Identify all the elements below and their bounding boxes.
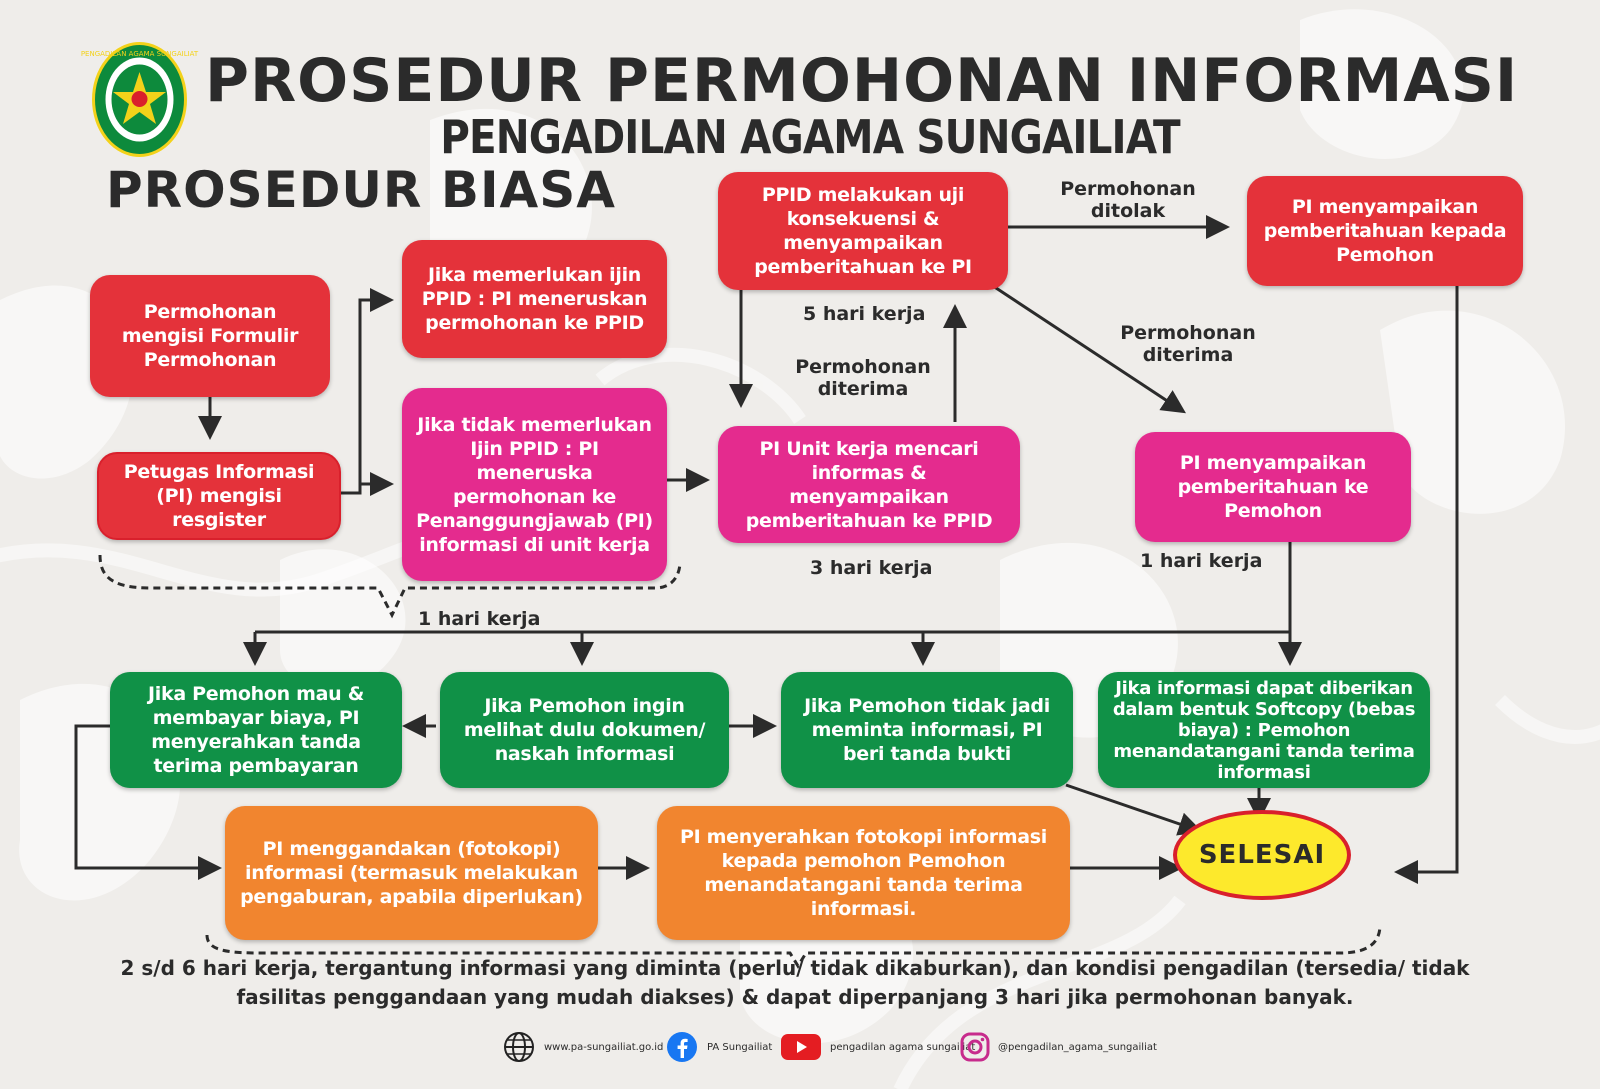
label-1-hari-left: 1 hari kerja: [418, 608, 541, 630]
page-title: PROSEDUR PERMOHONAN INFORMASI: [205, 46, 1519, 116]
footer-youtube[interactable]: [780, 1030, 975, 1064]
label-diterima-right: Permohonan diterima: [1120, 322, 1256, 366]
step-notify-accepted: PI menyampaikan pemberitahuan ke Pemohon: [1135, 432, 1411, 542]
step-fill-form: Permohonan mengisi Formulir Permohonan: [90, 275, 330, 397]
footer-youtube-text: pengadilan agama sungailiat: [830, 1041, 976, 1053]
step-copy: PI menggandakan (fotokopi) informasi (termasuk melakukan pengaburan, apabila diperlukan): [225, 806, 598, 940]
footer-facebook-text: PA Sungailiat: [707, 1041, 773, 1053]
step-forward-ppid: Jika memerlukan ijin PPID : PI meneruskan permohonan ke PPID: [402, 240, 667, 358]
instagram-icon: [960, 1032, 990, 1062]
end-node: SELESAI: [1173, 810, 1351, 900]
step-register: Petugas Informasi (PI) mengisi resgister: [97, 452, 341, 540]
label-1-hari-right: 1 hari kerja: [1140, 550, 1263, 572]
footer-website-text: www.pa-sungailiat.go.id: [544, 1041, 664, 1053]
duration-note: 2 s/d 6 hari kerja, tergantung informasi yang diminta (perlu/ tidak dikaburkan), dan kondisi pengadilan (tersedia/ tidak fasilitas penggandaan yang mudah diakses) & dapat diperpanjang 3 hari jika permohonan banyak.: [120, 956, 1470, 1009]
option-view-document: Jika Pemohon ingin melihat dulu dokumen/ naskah informasi: [440, 672, 729, 788]
section-title: PROSEDUR BIASA: [106, 161, 616, 219]
option-softcopy: Jika informasi dapat diberikan dalam bentuk Softcopy (bebas biaya) : Pemohon menandatangani tanda terima informasi: [1098, 672, 1430, 788]
step-forward-unit: Jika tidak memerlukan Ijin PPID : PI meneruska permohonan ke Penanggungjawab (PI) informasi di unit kerja: [402, 388, 667, 581]
option-pay: Jika Pemohon mau & membayar biaya, PI menyerahkan tanda terima pembayaran: [110, 672, 402, 788]
label-3-hari: 3 hari kerja: [810, 557, 933, 579]
youtube-icon: [780, 1032, 822, 1062]
label-5-hari: 5 hari kerja: [803, 303, 926, 325]
footer-website[interactable]: [502, 1030, 663, 1064]
step-unit-search: PI Unit kerja mencari informas & menyampaikan pemberitahuan ke PPID: [718, 426, 1020, 543]
footer-instagram-text: @pengadilan_agama_sungailiat: [998, 1041, 1157, 1053]
step-handover: PI menyerahkan fotokopi informasi kepada pemohon Pemohon menandatangani tanda terima informasi.: [657, 806, 1070, 940]
footer-facebook[interactable]: [665, 1030, 772, 1064]
footer-instagram[interactable]: [960, 1030, 1157, 1064]
option-cancel: Jika Pemohon tidak jadi meminta informasi, PI beri tanda bukti: [781, 672, 1073, 788]
label-diterima-mid: Permohonan diterima: [795, 356, 931, 400]
step-ppid-test: PPID melakukan uji konsekuensi & menyampaikan pemberitahuan ke PI: [718, 172, 1008, 290]
page-subtitle: PENGADILAN AGAMA SUNGAILIAT: [440, 110, 1180, 164]
facebook-icon: [665, 1030, 699, 1064]
globe-icon: [502, 1030, 536, 1064]
logo-text: PENGADILAN AGAMA SUNGAILIAT: [80, 50, 199, 58]
step-notify-rejected: PI menyampaikan pemberitahuan kepada Pemohon: [1247, 176, 1523, 286]
label-ditolak: Permohonan ditolak: [1060, 178, 1196, 222]
